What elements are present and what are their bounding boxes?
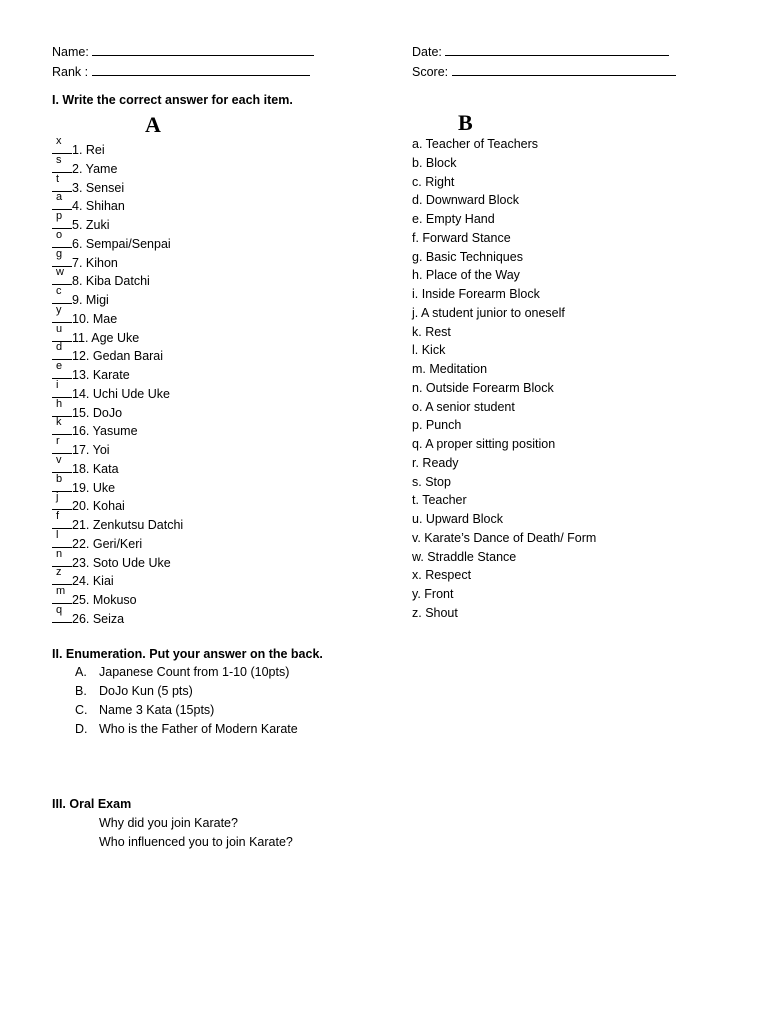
enum-letter: B. (75, 684, 87, 698)
definition-item: y. Front (412, 587, 454, 601)
enum-letter: C. (75, 703, 88, 717)
definition-item: b. Block (412, 155, 457, 170)
rank-field (52, 63, 310, 79)
term-text: 19. Uke (72, 480, 116, 495)
matching-item (52, 510, 184, 533)
definition-item: n. Outside Forearm Block (412, 380, 554, 395)
handwritten-answer: g (56, 247, 63, 260)
term-text: 9. Migi (72, 293, 109, 307)
answer-blank (52, 397, 72, 417)
oral-question-1: Why did you join Karate? (99, 816, 238, 830)
term-text: 22. Geri/Keri (72, 536, 143, 551)
matching-item (52, 585, 137, 608)
definition-item: u. Upward Block (412, 512, 504, 526)
handwritten-answer: a (56, 191, 63, 204)
matching-item (52, 547, 171, 571)
definition-item: g. Basic Techniques (412, 249, 523, 264)
answer-blank (52, 416, 72, 435)
term-text: 12. Gedan Barai (72, 349, 164, 364)
definition-item: e. Empty Hand (412, 212, 495, 226)
answer-blank (52, 360, 72, 379)
definition-item: l. Kick (412, 343, 446, 358)
term-text: 4. Shihan (72, 199, 125, 214)
enum-question: Name 3 Kata (15pts) (99, 703, 215, 717)
matching-item (52, 528, 143, 552)
term-text: 10. Mae (72, 311, 118, 326)
matching-item (52, 603, 125, 627)
handwritten-answer: t (56, 172, 60, 185)
score-field (412, 63, 676, 79)
handwritten-answer: x (56, 135, 62, 147)
term-text: 1. Rei (72, 143, 105, 157)
rank-blank (92, 63, 310, 76)
enum-letter: D. (75, 722, 88, 736)
handwritten-answer: i (56, 378, 59, 391)
date-field (412, 43, 669, 59)
answer-blank (52, 191, 72, 210)
term-text: 18. Kata (72, 461, 119, 476)
definition-item: i. Inside Forearm Block (412, 287, 540, 301)
handwritten-answer: j (56, 491, 59, 504)
handwritten-answer: c (56, 285, 62, 297)
handwritten-answer: n (56, 547, 63, 560)
definition-item: x. Respect (412, 568, 472, 583)
matching-item (52, 397, 123, 421)
definition-item: p. Punch (412, 418, 462, 433)
handwritten-answer: l (56, 528, 59, 541)
answer-blank (52, 472, 72, 492)
definition-item: v. Karate’s Dance of Death/ Form (412, 530, 597, 545)
enum-letter: A. (75, 665, 87, 679)
matching-item (52, 416, 138, 439)
term-text: 25. Mokuso (72, 593, 137, 607)
term-text: 2. Yame (72, 161, 118, 176)
matching-item (52, 472, 116, 496)
answer-blank (52, 303, 72, 323)
handwritten-answer: s (56, 153, 62, 166)
answer-blank (52, 453, 72, 473)
matching-item (52, 491, 125, 514)
matching-item (52, 341, 164, 364)
handwritten-answer: e (56, 360, 63, 372)
handwritten-answer: y (56, 303, 62, 316)
handwritten-answer: q (56, 603, 63, 616)
term-text: 16. Yasume (72, 424, 138, 439)
definition-item: s. Stop (412, 474, 451, 489)
matching-item (52, 322, 140, 346)
answer-blank (52, 510, 72, 529)
term-text: 17. Yoi (72, 443, 110, 457)
matching-item (52, 360, 130, 383)
matching-item (52, 172, 125, 196)
handwritten-answer: u (56, 322, 63, 335)
handwritten-answer: z (56, 566, 62, 579)
answer-blank (52, 378, 72, 398)
oral-question-2: Who influenced you to join Karate? (99, 835, 293, 849)
answer-blank (52, 285, 72, 304)
name-label: Name: (52, 45, 89, 59)
term-text: 26. Seiza (72, 611, 125, 626)
name-field (52, 43, 314, 59)
answer-blank (52, 547, 72, 567)
definition-item: q. A proper sitting position (412, 437, 556, 451)
term-text: 20. Kohai (72, 499, 125, 514)
handwritten-answer: h (56, 397, 63, 410)
term-text: 13. Karate (72, 368, 130, 382)
term-text: 5. Zuki (72, 218, 110, 232)
score-label: Score: (412, 65, 449, 79)
section2-title: II. Enumeration. Put your answer on the back. (52, 647, 323, 661)
answer-blank (52, 247, 72, 267)
answer-blank (52, 528, 72, 548)
definition-item: h. Place of the Way (412, 268, 520, 283)
matching-item (52, 266, 150, 289)
definition-item: k. Rest (412, 324, 451, 339)
term-text: 21. Zenkutsu Datchi (72, 518, 184, 532)
answer-blank (52, 435, 72, 454)
definition-item: w. Straddle Stance (412, 549, 517, 564)
handwritten-answer: m (56, 585, 66, 597)
handwritten-answer: b (56, 472, 63, 485)
section1-title: I. Write the correct answer for each item. (52, 93, 293, 107)
definition-item: t. Teacher (412, 493, 467, 508)
term-text: 7. Kihon (72, 255, 118, 270)
definition-item: m. Meditation (412, 362, 488, 376)
answer-blank (52, 228, 72, 248)
definition-item: z. Shout (412, 605, 458, 620)
definition-item: d. Downward Block (412, 193, 519, 208)
term-text: 24. Kiai (72, 574, 114, 589)
answer-blank (52, 210, 72, 229)
answer-blank (52, 153, 72, 173)
term-text: 23. Soto Ude Uke (72, 555, 171, 570)
definition-item: r. Ready (412, 455, 459, 470)
answer-blank (52, 322, 72, 342)
handwritten-answer: k (56, 416, 62, 429)
column-b-heading: B (458, 110, 473, 135)
answer-blank (52, 566, 72, 585)
answer-blank (52, 491, 72, 510)
term-text: 8. Kiba Datchi (72, 274, 150, 289)
definition-item: f. Forward Stance (412, 230, 511, 245)
enum-question: Who is the Father of Modern Karate (99, 722, 298, 736)
rank-label: Rank : (52, 65, 89, 79)
handwritten-answer: v (56, 453, 62, 466)
term-text: 14. Uchi Ude Uke (72, 386, 170, 401)
matching-item (52, 378, 170, 402)
section3-title: III. Oral Exam (52, 797, 132, 811)
term-text: 6. Sempai/Senpai (72, 236, 171, 251)
handwritten-answer: f (56, 510, 60, 522)
answer-blank (52, 135, 72, 154)
term-text: 11. Age Uke (72, 330, 140, 345)
answer-blank (52, 172, 72, 192)
definition-item: j. A student junior to oneself (412, 305, 565, 320)
handwritten-answer: o (56, 228, 63, 241)
answer-blank (52, 341, 72, 360)
handwritten-answer: w (56, 266, 64, 279)
term-text: 3. Sensei (72, 180, 125, 195)
matching-item (52, 228, 171, 252)
definition-item: a. Teacher of Teachers (412, 137, 539, 151)
matching-item (52, 191, 125, 214)
column-a-heading: A (145, 112, 161, 137)
answer-blank (52, 603, 72, 623)
definition-item: c. Right (412, 174, 455, 189)
handwritten-answer: r (56, 435, 60, 447)
handwritten-answer: p (56, 210, 63, 222)
answer-blank (52, 266, 72, 285)
date-blank (445, 43, 669, 56)
answer-blank (52, 585, 72, 604)
enum-question: DoJo Kun (5 pts) (99, 684, 193, 698)
score-blank (452, 63, 676, 76)
name-blank (92, 43, 314, 56)
definition-item: o. A senior student (412, 399, 515, 414)
term-text: 15. DoJo (72, 405, 123, 420)
date-label: Date: (412, 45, 442, 59)
enum-question: Japanese Count from 1-10 (10pts) (99, 665, 290, 679)
matching-item (52, 153, 118, 177)
handwritten-answer: d (56, 341, 63, 354)
